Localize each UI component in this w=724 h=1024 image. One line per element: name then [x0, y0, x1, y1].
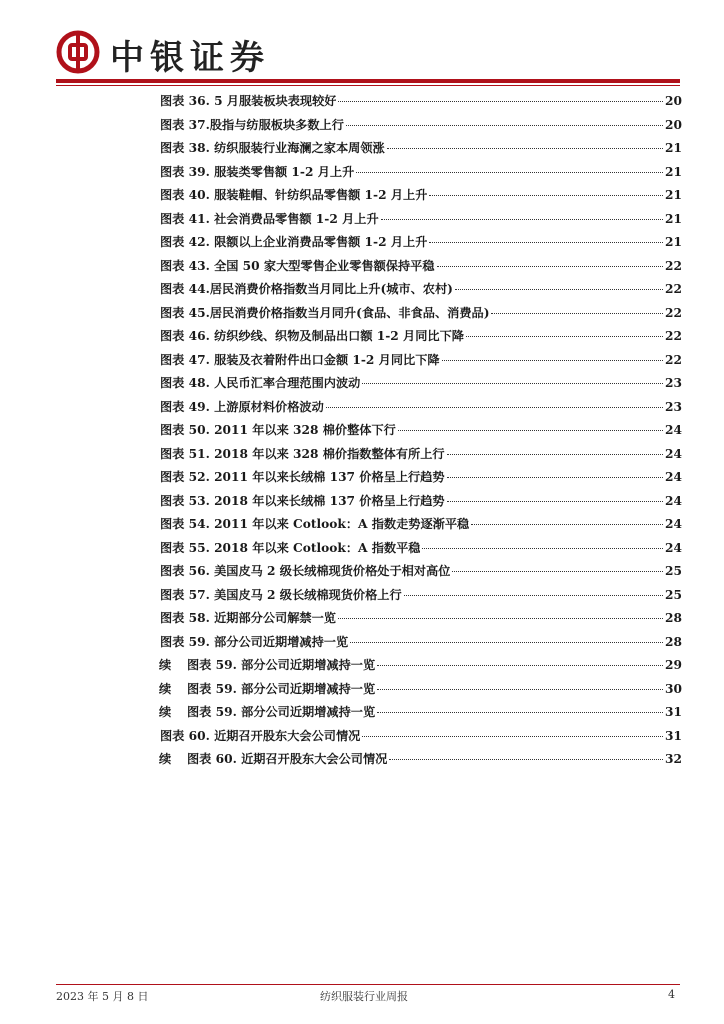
toc-entry[interactable]	[160, 257, 682, 281]
toc-entry[interactable]	[160, 515, 682, 539]
toc-dot-leader	[326, 407, 663, 408]
toc-entry-label: 图表 60. 近期召开股东大会公司情况	[160, 728, 361, 743]
toc-entry-page: 32	[665, 752, 682, 766]
toc-entry-label: 图表 39. 服装类零售额 1-2 月上升	[160, 164, 355, 179]
toc-entry[interactable]	[160, 445, 682, 469]
toc-entry-label: 图表 59. 部分公司近期增减持一览	[187, 658, 376, 672]
toc-entry[interactable]	[160, 210, 682, 234]
toc-entry-page: 22	[665, 329, 682, 343]
toc-entry-page: 21	[665, 164, 682, 179]
toc-entry-label: 图表 59. 部分公司近期增减持一览	[187, 705, 376, 719]
toc-dot-leader	[447, 501, 663, 502]
toc-dot-leader	[429, 195, 663, 196]
toc-entry-label: 图表 40. 服装鞋帽、针纺织品零售额 1-2 月上升	[160, 188, 428, 202]
toc-entry-page: 21	[665, 141, 682, 155]
footer-page-number: 4	[668, 988, 675, 1001]
toc-entry-page: 31	[665, 728, 682, 743]
toc-entry[interactable]	[159, 703, 682, 727]
toc-entry[interactable]	[160, 139, 682, 163]
toc-dot-leader	[346, 125, 663, 126]
toc-entry-page: 24	[665, 470, 682, 484]
toc-dot-leader	[455, 289, 663, 290]
toc-entry-page: 22	[665, 282, 682, 296]
toc-dot-leader	[377, 689, 663, 690]
toc-dot-leader	[377, 712, 663, 713]
toc-dot-leader	[377, 665, 663, 666]
toc-entry-page: 24	[665, 446, 682, 461]
toc-entry-label: 图表 55. 2018 年以来 Cotlook：A 指数平稳	[160, 540, 421, 555]
toc-entry-label: 图表 37.股指与纺服板块多数上行	[160, 117, 344, 132]
toc-continued-marker: 续	[159, 681, 172, 696]
toc-entry[interactable]	[159, 656, 682, 680]
toc-entry-page: 30	[665, 681, 682, 696]
toc-dot-leader	[452, 571, 663, 572]
toc-entry-page: 24	[665, 423, 682, 437]
toc-continued-marker: 续	[159, 705, 172, 719]
toc-entry[interactable]	[160, 163, 682, 187]
bank-of-china-logo-icon	[56, 30, 100, 74]
toc-entry-page: 21	[665, 235, 682, 249]
toc-entry[interactable]	[160, 304, 682, 328]
toc-entry-label: 图表 48. 人民币汇率合理范围内波动	[160, 376, 361, 390]
toc-entry-label: 图表 51. 2018 年以来 328 棉价指数整体有所上行	[160, 446, 445, 461]
toc-entry[interactable]	[160, 398, 682, 422]
toc-entry-label: 图表 43. 全国 50 家大型零售企业零售额保持平稳	[160, 258, 435, 273]
toc-entry[interactable]	[160, 727, 682, 751]
toc-dot-leader	[471, 524, 663, 525]
toc-entry-page: 28	[665, 634, 682, 649]
toc-dot-leader	[442, 360, 663, 361]
toc-dot-leader	[387, 148, 663, 149]
toc-dot-leader	[362, 383, 663, 384]
toc-entry[interactable]	[160, 609, 682, 633]
toc-entry-label: 图表 60. 近期召开股东大会公司情况	[187, 752, 388, 766]
toc-entry-label: 图表 41. 社会消费品零售额 1-2 月上升	[160, 211, 379, 226]
toc-entry-page: 23	[665, 376, 682, 390]
toc-dot-leader	[362, 736, 663, 737]
toc-entry-label: 图表 54. 2011 年以来 Cotlook：A 指数走势逐渐平稳	[160, 517, 470, 531]
toc-entry-page: 25	[665, 587, 682, 602]
toc-entry[interactable]	[160, 421, 682, 445]
header-divider-thin	[56, 85, 680, 86]
toc-entry-page: 20	[665, 117, 682, 132]
toc-entry[interactable]	[160, 327, 682, 351]
toc-entry-label: 图表 59. 部分公司近期增减持一览	[187, 681, 376, 696]
toc-entry-label: 图表 42. 限额以上企业消费品零售额 1-2 月上升	[160, 235, 428, 249]
toc-dot-leader	[447, 454, 663, 455]
toc-entry-label: 图表 44.居民消费价格指数当月同比上升(城市、农村)	[160, 282, 453, 296]
toc-entry-page: 21	[665, 211, 682, 226]
toc-entry-page: 22	[665, 305, 682, 320]
toc-entry[interactable]	[159, 680, 682, 704]
toc-entry[interactable]	[160, 233, 682, 257]
toc-entry-label: 图表 52. 2011 年以来长绒棉 137 价格呈上行趋势	[160, 470, 445, 484]
toc-dot-leader	[381, 219, 663, 220]
toc-entry-label: 图表 58. 近期部分公司解禁一览	[160, 611, 336, 625]
toc-dot-leader	[404, 595, 663, 596]
toc-entry[interactable]	[160, 351, 682, 375]
toc-dot-leader	[447, 477, 663, 478]
toc-dot-leader	[422, 548, 663, 549]
toc-entry-label: 图表 53. 2018 年以来长绒棉 137 价格呈上行趋势	[160, 493, 445, 508]
toc-entry[interactable]	[160, 186, 682, 210]
page-header	[56, 28, 676, 76]
toc-entry[interactable]	[160, 562, 682, 586]
toc-entry-label: 图表 56. 美国皮马 2 级长绒棉现货价格处于相对高位	[160, 564, 451, 578]
toc-entry-page: 24	[665, 493, 682, 508]
toc-entry-label: 图表 36. 5 月服装板块表现较好	[160, 94, 337, 108]
toc-entry-page: 31	[665, 705, 682, 719]
toc-entry-label: 图表 59. 部分公司近期增减持一览	[160, 634, 349, 649]
footer-divider	[56, 984, 680, 985]
toc-dot-leader	[338, 618, 663, 619]
toc-entry-label: 图表 46. 纺织纱线、织物及制品出口额 1-2 月同比下降	[160, 329, 464, 343]
toc-entry[interactable]	[160, 586, 682, 610]
toc-entry-label: 图表 49. 上游原材料价格波动	[160, 399, 324, 414]
toc-entry[interactable]	[160, 539, 682, 563]
toc-dot-leader	[466, 336, 663, 337]
toc-entry[interactable]	[160, 633, 682, 657]
toc-dot-leader	[429, 242, 663, 243]
toc-entry-page: 23	[665, 399, 682, 414]
toc-entry[interactable]	[160, 492, 682, 516]
toc-entry-page: 21	[665, 188, 682, 202]
toc-dot-leader	[437, 266, 664, 267]
toc-entry[interactable]	[160, 116, 682, 140]
toc-continued-marker: 续	[159, 752, 172, 766]
toc-entry-page: 22	[665, 258, 682, 273]
toc-entry-page: 22	[665, 352, 682, 367]
toc-entry[interactable]	[160, 280, 682, 304]
toc-entry-label: 图表 50. 2011 年以来 328 棉价整体下行	[160, 423, 396, 437]
footer-date: 2023 年 5 月 8 日	[56, 990, 149, 1003]
toc-dot-leader	[338, 101, 663, 102]
toc-entry-page: 20	[665, 94, 682, 108]
toc-dot-leader	[356, 172, 663, 173]
toc-entry[interactable]	[160, 468, 682, 492]
brand-name: 中银证券	[110, 38, 270, 78]
toc-entry[interactable]	[160, 92, 682, 116]
toc-entry-label: 图表 57. 美国皮马 2 级长绒棉现货价格上行	[160, 587, 402, 602]
table-of-figures	[160, 92, 682, 774]
toc-entry[interactable]	[159, 750, 682, 774]
toc-dot-leader	[398, 430, 663, 431]
toc-entry-label: 图表 45.居民消费价格指数当月同升(食品、非食品、消费品)	[160, 305, 490, 320]
toc-dot-leader	[491, 313, 663, 314]
toc-entry-page: 29	[665, 658, 682, 672]
toc-entry-page: 24	[665, 517, 682, 531]
toc-entry-page: 25	[665, 564, 682, 578]
toc-entry-page: 28	[665, 611, 682, 625]
toc-dot-leader	[350, 642, 663, 643]
toc-entry-page: 24	[665, 540, 682, 555]
toc-entry-label: 图表 47. 服装及衣着附件出口金额 1-2 月同比下降	[160, 352, 440, 367]
toc-entry-label: 图表 38. 纺织服装行业海澜之家本周领涨	[160, 141, 385, 155]
toc-dot-leader	[389, 759, 663, 760]
toc-continued-marker: 续	[159, 658, 172, 672]
toc-entry[interactable]	[160, 374, 682, 398]
header-divider	[56, 79, 680, 83]
footer-title: 纺织服装行业周报	[320, 990, 408, 1003]
